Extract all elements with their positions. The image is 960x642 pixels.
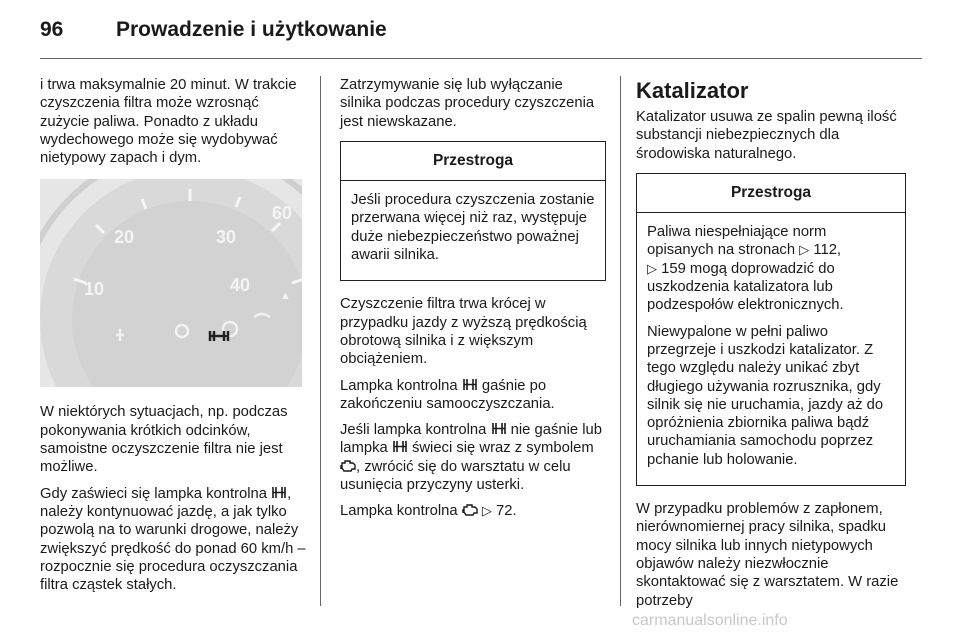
column-divider-2 bbox=[620, 76, 621, 606]
gauge-label: 40 bbox=[230, 275, 251, 296]
column-1 bbox=[40, 76, 306, 602]
page-ref-link[interactable]: 72. bbox=[496, 503, 517, 520]
paragraph: Katalizator usuwa ze spalin pewną ilość substancji niebezpiecznych dla środowiska naturalnego. bbox=[636, 109, 897, 162]
page-number: 96 bbox=[40, 18, 64, 41]
paragraph: W przypadku problemów z zapłonem, nierównomiernej pracy silnika, spadku mocy silnika lub innych nietypowych objawów należy niezwłocznie skontaktować się z warsztatem. W razie potrzeby bbox=[636, 501, 899, 609]
caution-box bbox=[340, 141, 606, 281]
header-rule bbox=[40, 58, 922, 59]
caution-box bbox=[636, 173, 906, 486]
dpf-warning-icon bbox=[392, 440, 408, 453]
gauge-label: 20 bbox=[114, 227, 135, 248]
instrument-cluster-figure bbox=[40, 179, 302, 387]
gauge-label: 30 bbox=[216, 227, 237, 248]
page-title: Prowadzenie i użytkowanie bbox=[116, 18, 387, 41]
gauge-label: 60 bbox=[272, 203, 293, 224]
paragraph: W niektórych sytuacjach, np. podczas pokonywania krótkich odcinków, samoistne oczyszczenie filtra nie jest możliwe. bbox=[40, 404, 288, 476]
paragraph: Lampka kontrolna gaśnie po zakończeniu samooczyszczania. bbox=[340, 377, 555, 412]
svg-text:▲: ▲ bbox=[280, 290, 291, 303]
engine-check-icon bbox=[340, 459, 356, 472]
caution-text: Niewypalone w pełni paliwo przegrzeje i uszkodzi katalizator. Z tego względu należy unikać zbyt długiego używania rozrusznika, gdy silnik się nie uruchamia, jazdy aż do opróżnienia zbiornika paliwa bądź uruchamiania samochodu poprzez pchanie lub holowanie. bbox=[647, 323, 884, 468]
page-ref-arrow-icon: ▷ bbox=[647, 260, 657, 276]
paragraph: i trwa maksymalnie 20 minut. W trakcie czyszczenia filtra może wzrosnąć zużycie paliwa. Ponadto z układu wydechowego może się wydobywać nietypowy zapach i dym. bbox=[40, 77, 297, 167]
paragraph: Gdy zaświeci się lampka kontrolna , należy kontynuować jazdę, a jak tylko pozwolą na to warunki drogowe, należy zwiększyć prędkość do ponad 60 km/h – rozpocznie się procedura oczyszczania filtra cząstek stałych. bbox=[40, 485, 306, 594]
paragraph: Lampka kontrolna ▷ 72. bbox=[340, 503, 517, 520]
gauge-label: 10 bbox=[84, 279, 105, 300]
page-ref-arrow-icon: ▷ bbox=[481, 503, 492, 519]
dpf-warning-icon bbox=[491, 422, 507, 435]
page-ref-arrow-icon: ▷ bbox=[799, 242, 810, 258]
column-2 bbox=[340, 76, 606, 529]
paragraph: Jeśli lampka kontrolna nie gaśnie lub lampka świeci się wraz z symbolem , zwrócić się do warsztatu w celu usunięcia przyczyny usterki. bbox=[340, 422, 602, 494]
page-header bbox=[40, 14, 920, 48]
page-ref-link[interactable]: 112, bbox=[813, 242, 842, 259]
column-divider-1 bbox=[320, 76, 321, 606]
caution-title: Przestroga bbox=[341, 142, 605, 181]
section-heading: Katalizator bbox=[636, 78, 749, 103]
engine-check-icon bbox=[462, 503, 478, 516]
paragraph: Zatrzymywanie się lub wyłączanie silnika podczas procedury czyszczenia jest niewskazane. bbox=[340, 77, 595, 130]
column-3 bbox=[636, 76, 906, 618]
caution-title: Przestroga bbox=[637, 174, 905, 213]
watermark: carmanualsonline.info bbox=[632, 612, 788, 629]
dpf-warning-icon bbox=[271, 486, 287, 499]
dpf-warning-icon bbox=[462, 378, 478, 391]
caution-text: Paliwa niespełniające norm opisanych na stronach ▷ 112, ▷ 159 mogą doprowadzić do uszkodzenia katalizatora lub podzespołów elektronicznych. bbox=[647, 224, 844, 314]
paragraph: Czyszczenie filtra trwa krócej w przypadku jazdy z wyższą prędkością obrotową silnika i z większym obciążeniem. bbox=[340, 296, 587, 368]
caution-text: Jeśli procedura czyszczenia zostanie przerwana więcej niż raz, występuje duże niebezpieczeństwo poważnej awarii silnika. bbox=[351, 192, 595, 264]
